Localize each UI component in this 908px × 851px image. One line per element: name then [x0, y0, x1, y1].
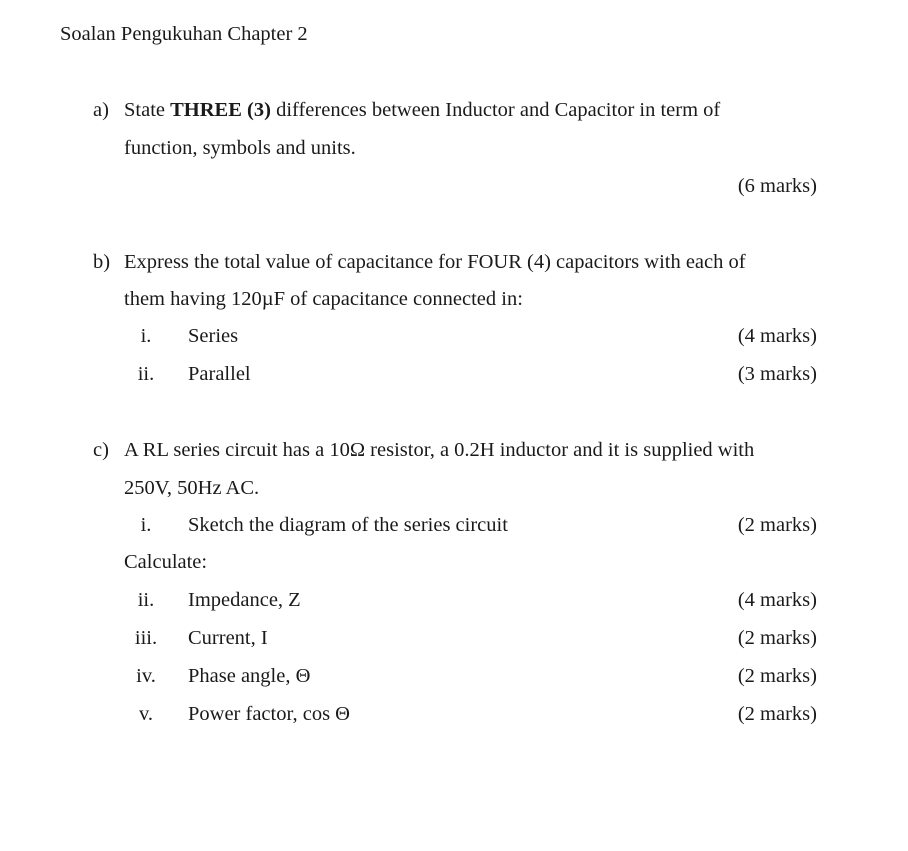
marks: (2 marks) [737, 665, 817, 687]
part-number: i. [140, 514, 152, 536]
part-number: v. [138, 703, 154, 725]
part-text: Current, I [188, 627, 268, 649]
emphasis: THREE (3) [170, 99, 271, 121]
part-number: iv. [136, 665, 156, 687]
part-number: iii. [134, 627, 158, 649]
marks: (2 marks) [737, 703, 817, 725]
question-label: c) [93, 439, 109, 461]
part-number: ii. [137, 363, 155, 385]
question-text: Express the total value of capacitance for FOUR (4) capacitors with each of [124, 251, 746, 273]
part-text: Phase angle, Θ [188, 665, 311, 687]
part-number: i. [140, 325, 152, 347]
question-text [124, 98, 720, 122]
question-text: A RL series circuit has a 10Ω resistor, a 0.2H inductor and it is supplied with [124, 439, 755, 461]
marks: (4 marks) [737, 325, 817, 347]
text: differences between Inductor and Capacitor in term of [270, 99, 721, 121]
part-text: Parallel [188, 363, 251, 385]
marks: (6 marks) [737, 175, 817, 197]
text: State [124, 99, 171, 121]
question-label: a) [93, 99, 109, 121]
calculate-label: Calculate: [124, 551, 208, 573]
marks: (2 marks) [737, 514, 817, 536]
question-label: b) [93, 251, 111, 273]
question-text: 250V, 50Hz AC. [124, 477, 260, 499]
question-text: them having 120µF of capacitance connected in: [124, 288, 523, 310]
question-text: function, symbols and units. [124, 137, 356, 159]
part-text: Series [188, 325, 239, 347]
marks: (2 marks) [737, 627, 817, 649]
page-title: Soalan Pengukuhan Chapter 2 [60, 23, 308, 45]
part-text: Sketch the diagram of the series circuit [188, 514, 508, 536]
part-text: Impedance, Z [188, 589, 301, 611]
marks: (4 marks) [737, 589, 817, 611]
part-text: Power factor, cos Θ [188, 703, 350, 725]
marks: (3 marks) [737, 363, 817, 385]
part-number: ii. [137, 589, 155, 611]
